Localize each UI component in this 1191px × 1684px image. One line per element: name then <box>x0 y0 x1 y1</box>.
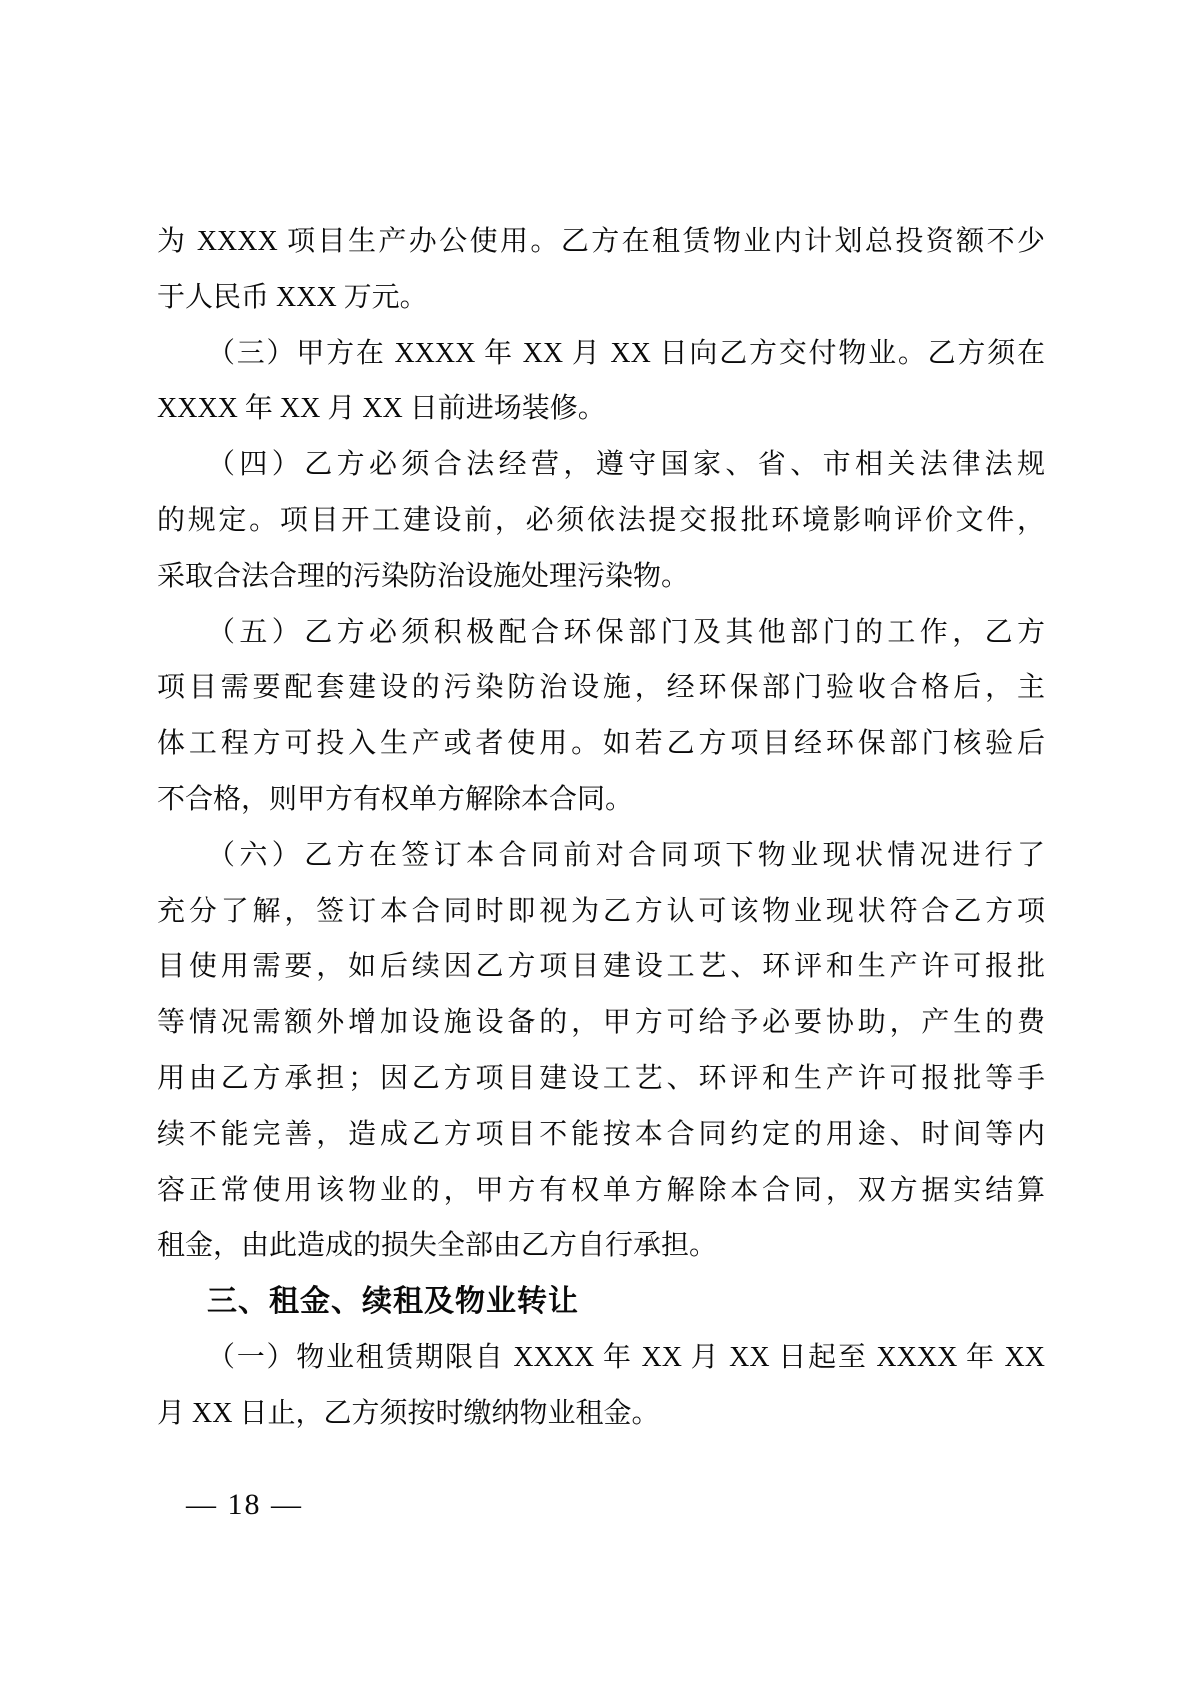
body-line: 等情况需额外增加设施设备的，甲方可给予必要协助，产生的费 <box>157 1007 1045 1039</box>
document-body <box>157 214 1045 1442</box>
body-line: 为 XXXX 项目生产办公使用。乙方在租赁物业内计划总投资额不少 <box>157 226 1045 257</box>
body-line: 用由乙方承担；因乙方项目建设工艺、环评和生产许可报批等手 <box>157 1062 1045 1094</box>
body-line: （四）乙方必须合法经营，遵守国家、省、市相关法律法规 <box>207 449 1045 481</box>
body-line: 的规定。项目开工建设前，必须依法提交报批环境影响评价文件， <box>157 504 1045 536</box>
body-line: （六）乙方在签订本合同前对合同项下物业现状情况进行了 <box>207 839 1045 871</box>
body-line: 月 XX 日止，乙方须按时缴纳物业租金。 <box>157 1397 660 1429</box>
body-line: 项目需要配套建设的污染防治设施，经环保部门验收合格后，主 <box>157 672 1045 704</box>
body-line: 充分了解，签订本合同时即视为乙方认可该物业现状符合乙方项 <box>157 895 1045 927</box>
body-line: 租金，由此造成的损失全部由乙方自行承担。 <box>157 1230 718 1262</box>
body-line: 采取合法合理的污染防治设施处理污染物。 <box>157 560 690 592</box>
body-line: XXXX 年 XX 月 XX 日前进场装修。 <box>157 393 606 425</box>
body-line: 不合格，则甲方有权单方解除本合同。 <box>157 783 634 815</box>
body-line: （五）乙方必须积极配合环保部门及其他部门的工作，乙方 <box>207 616 1045 648</box>
page-number: — 18 — <box>186 1488 303 1521</box>
body-line: （一）物业租赁期限自 XXXX 年 XX 月 XX 日起至 XXXX 年 XX <box>207 1341 1045 1373</box>
body-line: 续不能完善，造成乙方项目不能按本合同约定的用途、时间等内 <box>157 1118 1045 1150</box>
section-heading: 三、租金、续租及物业转让 <box>207 1285 579 1319</box>
body-line: 容正常使用该物业的，甲方有权单方解除本合同，双方据实结算 <box>157 1174 1045 1206</box>
body-line: 体工程方可投入生产或者使用。如若乙方项目经环保部门核验后 <box>157 728 1045 760</box>
body-line: 目使用需要，如后续因乙方项目建设工艺、环评和生产许可报批 <box>157 951 1045 983</box>
body-line: 于人民币 XXX 万元。 <box>157 281 428 313</box>
body-line: （三）甲方在 XXXX 年 XX 月 XX 日向乙方交付物业。乙方须在 <box>207 337 1045 369</box>
